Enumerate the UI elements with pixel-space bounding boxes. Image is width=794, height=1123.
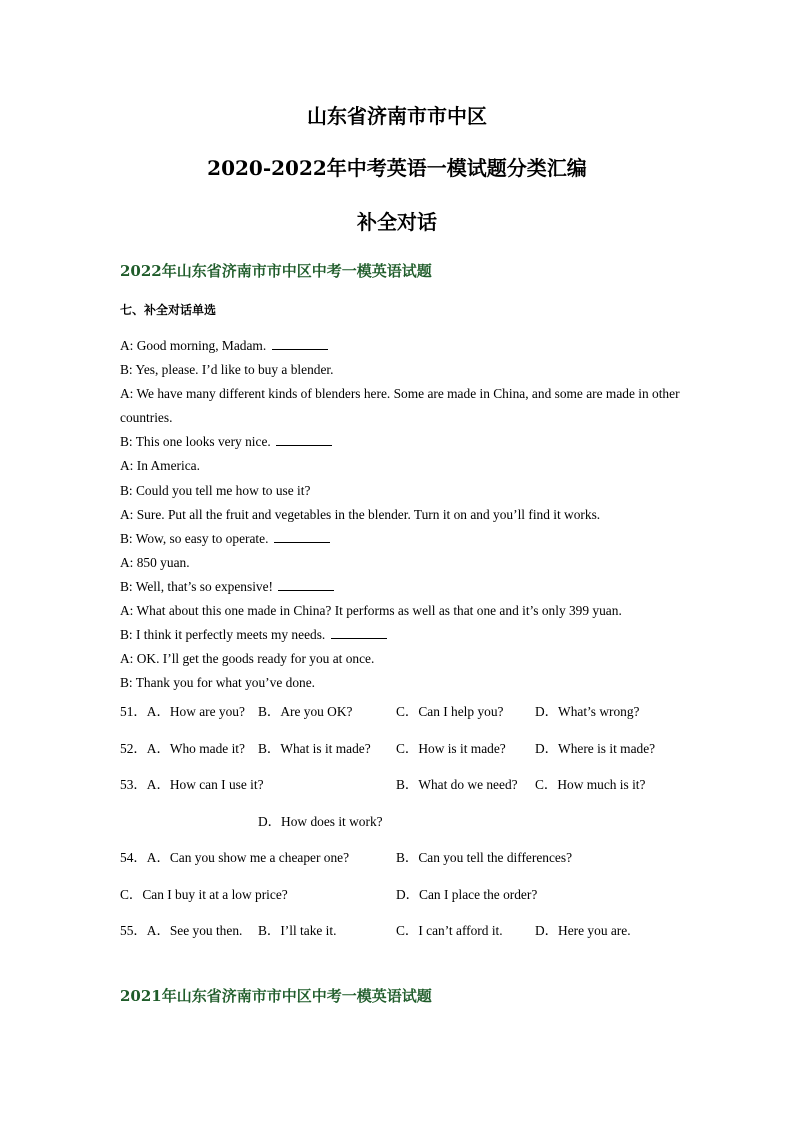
doc-title-line-1: 山东省济南市市中区 [307, 104, 487, 128]
dialogue-text: A: Good morning, Madam. [120, 338, 267, 353]
answer-blank [274, 530, 330, 543]
dialogue-line: A: In America. [120, 458, 200, 474]
doc-title-line-3: 补全对话 [357, 210, 437, 234]
dialogue-text: B: This one looks very nice. [120, 434, 271, 450]
q51-option-b: B．Are you OK? [258, 704, 353, 719]
dialogue-line [120, 334, 680, 358]
answer-blank [272, 337, 328, 350]
dialogue-line: A: What about this one made in China? It performs as well as that one and it’s only 399 yuan. [120, 603, 622, 619]
section-heading-2022: 2022年山东省济南市市中区中考一模英语试题 [120, 262, 432, 280]
q55-option-b: B．I’ll take it. [258, 923, 337, 938]
q55-option-a: 55．A．See you then. [120, 923, 243, 938]
dialogue-line: B: Thank you for what you’ve done. [120, 675, 315, 691]
q52-option-c: C．How is it made? [396, 741, 506, 756]
answer-blank [276, 433, 332, 446]
doc-title-line-2: 2020-2022年中考英语一模试题分类汇编 [207, 156, 587, 180]
dialogue-line [120, 430, 680, 454]
q54-option-b: B．Can you tell the differences? [396, 850, 573, 865]
q54-option-a: 54．A．Can you show me a cheaper one? [120, 850, 350, 865]
dialogue-line: B: Yes, please. I’d like to buy a blender. [120, 362, 334, 378]
dialogue-line [120, 623, 680, 647]
q55-option-c: C．I can’t afford it. [396, 923, 503, 938]
answer-blank [331, 626, 387, 639]
q54-option-d: D．Can I place the order? [396, 887, 538, 902]
q53-option-b: B．What do we need? [396, 777, 518, 792]
q53-option-d: D．How does it work? [258, 814, 383, 829]
dialogue-line: A: 850 yuan. [120, 554, 190, 570]
q52-option-b: B．What is it made? [258, 741, 371, 756]
q55-option-d: D．Here you are. [535, 923, 631, 938]
dialogue-text: B: Well, that’s so expensive! [120, 578, 274, 594]
dialogue-text: B: Wow, so easy to operate. [120, 530, 269, 546]
q53-option-a: 53．A．How can I use it? [120, 777, 264, 792]
q53-option-c: C．How much is it? [535, 777, 646, 792]
q51-option-d: D．What’s wrong? [535, 704, 640, 719]
dialogue-line [120, 527, 680, 551]
q52-option-d: D．Where is it made? [535, 741, 656, 756]
section-heading-2021: 2021年山东省济南市市中区中考一模英语试题 [120, 987, 432, 1005]
q51-option-c: C．Can I help you? [396, 704, 504, 719]
q51-option-a: 51．A．How are you? [120, 704, 245, 719]
dialogue-block [120, 334, 680, 695]
dialogue-text: B: I think it perfectly meets my needs. [120, 627, 326, 643]
q54-option-c: C．Can I buy it at a low price? [120, 887, 288, 902]
dialogue-line: A: OK. I’ll get the goods ready for you at once. [120, 651, 375, 667]
q52-option-a: 52．A．Who made it? [120, 741, 245, 756]
dialogue-line: A: We have many different kinds of blenders here. Some are made in China, and some are made in other countries. [120, 386, 680, 426]
dialogue-line [120, 575, 680, 599]
part-label: 七、补全对话单选 [120, 303, 217, 317]
dialogue-line: A: Sure. Put all the fruit and vegetables in the blender. Turn it on and you’ll find it works. [120, 506, 601, 522]
dialogue-line: B: Could you tell me how to use it? [120, 482, 311, 498]
answer-blank [278, 578, 334, 591]
